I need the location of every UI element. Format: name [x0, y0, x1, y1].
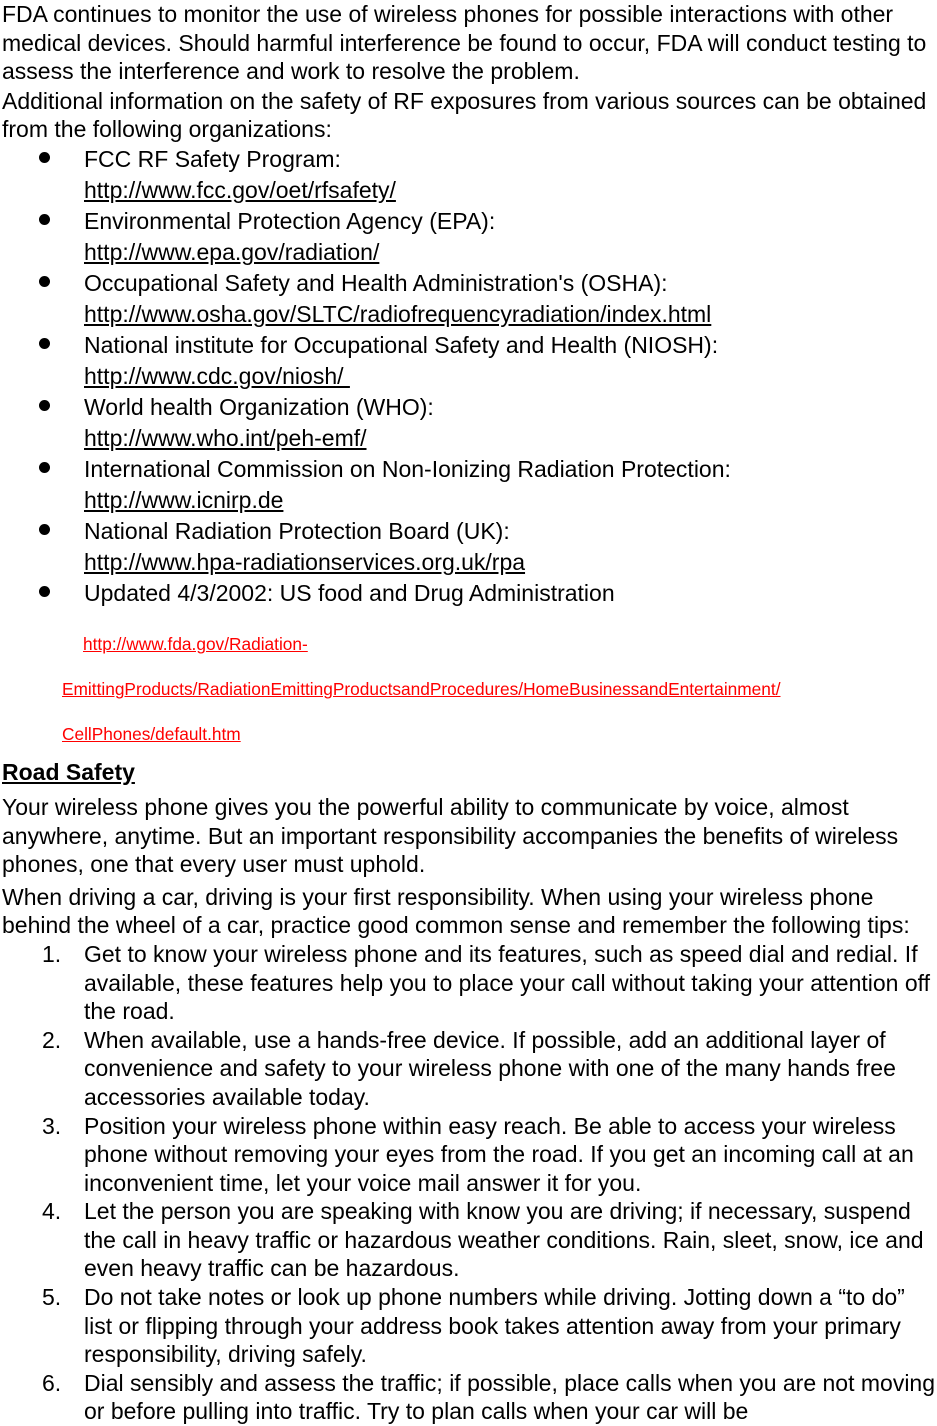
tip-text: Do not take notes or look up phone numbers while driving. Jotting down a “to do” list or flipping through your address book takes attention away from your primary responsibility, driving safely.	[84, 1284, 905, 1368]
list-item	[2, 1197, 937, 1283]
organization-label: Environmental Protection Agency (EPA):	[84, 207, 496, 234]
tip-number: 3.	[42, 1112, 62, 1139]
list-item	[2, 940, 937, 1026]
organization-link[interactable]: http://www.fcc.gov/oet/rfsafety/	[84, 176, 396, 203]
organization-label: National Radiation Protection Board (UK):	[84, 517, 510, 544]
organization-link[interactable]: http://www.hpa-radiationservices.org.uk/rpa	[84, 548, 526, 575]
organization-label: World health Organization (WHO):	[84, 393, 434, 420]
list-item	[2, 144, 937, 206]
list-item	[2, 206, 937, 268]
fda-link[interactable]	[62, 610, 937, 746]
list-item	[2, 1112, 937, 1198]
bullet-icon	[39, 524, 50, 535]
tip-number: 4.	[42, 1198, 62, 1225]
tip-text: Position your wireless phone within easy reach. Be able to access your wireless phone without removing your eyes from the road. If you get an incoming call at an inconvenient time, let your voice mail answer it for you.	[84, 1112, 914, 1196]
list-item	[2, 330, 937, 392]
bullet-icon	[39, 586, 50, 597]
list-item	[2, 1026, 937, 1112]
list-item	[2, 268, 937, 330]
bullet-icon	[39, 276, 50, 287]
list-item	[2, 454, 937, 516]
road-safety-paragraph-intro: Your wireless phone gives you the powerful ability to communicate by voice, almost anywhere, anytime. But an important responsibility accompanies the benefits of wireless phones, one that every user must uphold.	[2, 793, 899, 878]
tips-list	[2, 940, 937, 1426]
organization-list	[2, 144, 937, 609]
fda-link-line-1: http://www.fda.gov/Radiation-	[83, 634, 308, 655]
fda-link-line-2: EmittingProducts/RadiationEmittingProductsandProcedures/HomeBusinessandEntertainment/	[62, 679, 781, 700]
bullet-icon	[39, 400, 50, 411]
tip-number: 5.	[42, 1284, 62, 1311]
intro-paragraph-monitoring: FDA continues to monitor the use of wireless phones for possible interactions with other medical devices. Should harmful interference be found to occur, FDA will conduct testing to assess the interference and work to resolve the problem.	[2, 1, 927, 85]
list-item	[2, 392, 937, 454]
tip-number: 6.	[42, 1369, 62, 1396]
tip-text: Let the person you are speaking with know you are driving; if necessary, suspend the call in heavy traffic or hazardous weather conditions. Rain, sleet, snow, ice and even heavy traffic can be hazardous.	[84, 1198, 924, 1282]
organization-link[interactable]: http://www.icnirp.de	[84, 486, 284, 513]
fda-update-label: Updated 4/3/2002: US food and Drug Administration	[84, 579, 615, 606]
tip-text: Dial sensibly and assess the traffic; if possible, place calls when you are not moving or before pulling into traffic. Try to plan calls when your car will be	[84, 1369, 936, 1425]
organization-label: Occupational Safety and Health Administration's (OSHA):	[84, 269, 668, 296]
intro-paragraph-organizations: Additional information on the safety of RF exposures from various sources can be obtained from the following organizations:	[2, 87, 927, 143]
tip-text: When available, use a hands-free device. If possible, add an additional layer of convenience and safety to your wireless phone with one of the many hands free accessories available today.	[84, 1026, 896, 1110]
organization-link[interactable]: http://www.cdc.gov/niosh/	[84, 362, 350, 389]
organization-label: FCC RF Safety Program:	[84, 145, 341, 172]
bullet-icon	[39, 462, 50, 473]
organization-label: International Commission on Non-Ionizing Radiation Protection:	[84, 455, 731, 482]
tip-number: 2.	[42, 1026, 62, 1053]
tip-number: 1.	[42, 940, 62, 967]
list-item	[2, 516, 937, 578]
list-item	[2, 578, 937, 609]
bullet-icon	[39, 214, 50, 225]
document-page	[2, 0, 937, 1426]
fda-link-line-3: CellPhones/default.htm	[62, 724, 241, 745]
section-heading-road-safety: Road Safety	[2, 758, 135, 785]
tip-text: Get to know your wireless phone and its features, such as speed dial and redial. If available, these features help you to place your call without taking your attention off the road.	[84, 940, 930, 1025]
organization-link[interactable]: http://www.epa.gov/radiation/	[84, 238, 380, 265]
organization-label: National institute for Occupational Safety and Health (NIOSH):	[84, 331, 719, 358]
organization-link[interactable]: http://www.who.int/peh-emf/	[84, 424, 367, 451]
bullet-icon	[39, 338, 50, 349]
list-item	[2, 1283, 937, 1369]
organization-link[interactable]: http://www.osha.gov/SLTC/radiofrequencyradiation/index.html	[84, 300, 712, 327]
road-safety-paragraph-driving: When driving a car, driving is your first responsibility. When using your wireless phone behind the wheel of a car, practice good common sense and remember the following tips:	[2, 883, 910, 939]
bullet-icon	[39, 152, 50, 163]
list-item	[2, 1369, 937, 1426]
